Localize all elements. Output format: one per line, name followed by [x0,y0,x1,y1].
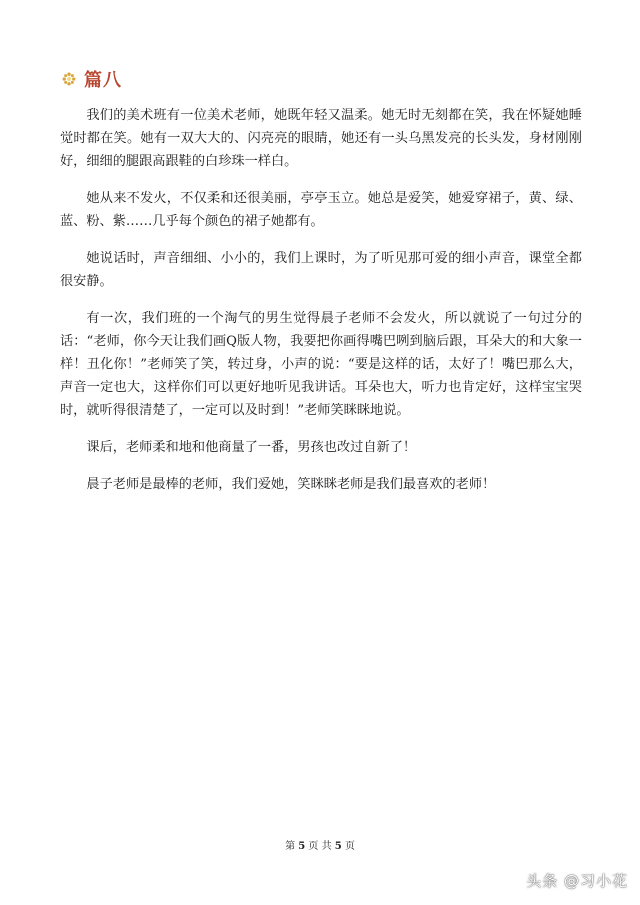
paragraph: 她说话时，声音细细、小小的，我们上课时，为了听见那可爱的细小声音，课堂全都很安静。 [60,251,582,289]
page-footer [0,837,640,852]
paragraph: 晨子老师是最棒的老师，我们爱她，笑眯眯老师是我们最喜欢的老师！ [86,477,496,492]
article-body [60,104,582,510]
footer-suffix: 页 [344,841,355,852]
paragraph: 她从来不发火，不仅柔和还很美丽，亭亭玉立。她总是爱笑，她爱穿裙子，黄、绿、蓝、粉、紫……几乎每个颜色的裙子她都有。 [60,191,582,229]
footer-prefix: 第 [285,841,296,852]
watermark [526,870,628,891]
paragraph: 有一次，我们班的一个淘气的男生觉得晨子老师不会发火，所以就说了一句过分的话：“老师，你今天让我们画Q版人物，我要把你画得嘴巴咧到脑后跟，耳朵大的和大象一样！丑化你！”老师笑了笑，转过身，小声的说：“要是这样的话，太好了！嘴巴那么大，声音一定也大，这样你们可以更好地听见我讲话。耳朵也大，听力也肯定好，这样宝宝哭时，就听得很清楚了，一定可以及时到！”老师笑眯眯地说。 [60,311,582,418]
footer-middle: 页 共 [308,841,332,852]
section-heading [62,66,122,92]
paragraph: 我们的美术班有一位美术老师，她既年轻又温柔。她无时无刻都在笑，我在怀疑她睡觉时都在笑。她有一双大大的、闪亮亮的眼睛，她还有一头乌黑发亮的长头发，身材刚刚好，细细的腿跟高跟鞋的白珍珠一样白。 [60,108,582,169]
flower-icon [62,72,76,86]
current-page-number: 5 [298,841,306,852]
section-title: 篇八 [84,70,122,91]
total-pages-number: 5 [334,841,342,852]
paragraph: 课后，老师柔和地和他商量了一番，男孩也改过自新了！ [86,440,417,455]
watermark-text: 头条 @习小花 [526,872,628,890]
